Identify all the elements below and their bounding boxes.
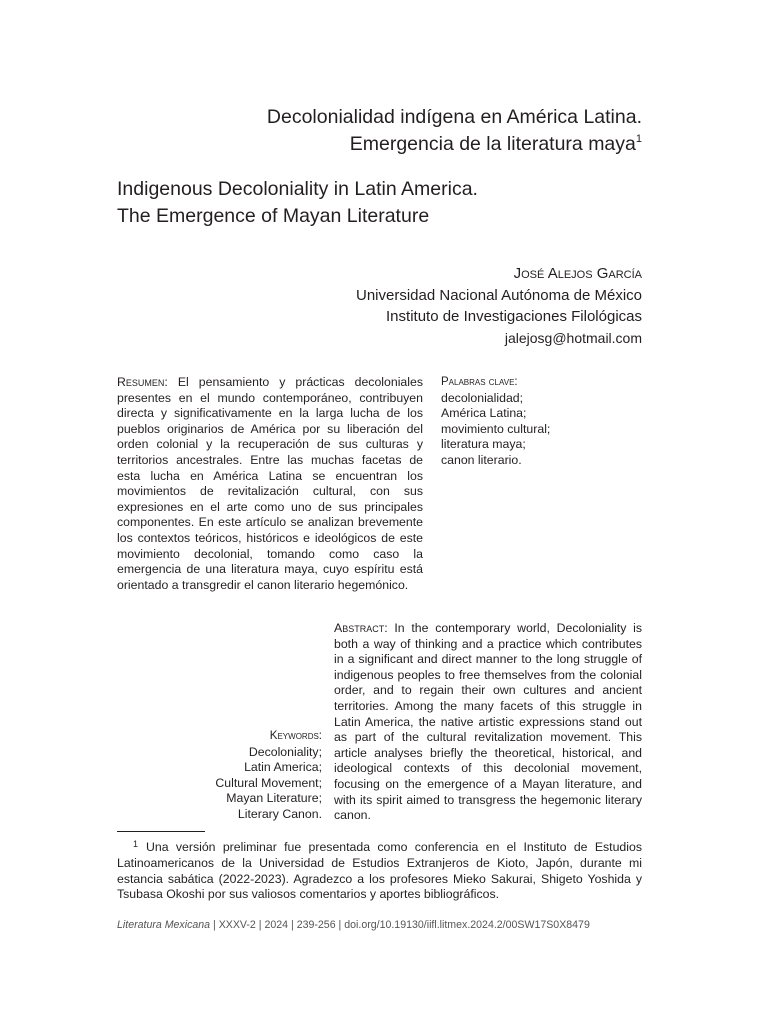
keywords-item: Latin America; (244, 760, 322, 775)
palabras-clave-label: Palabras clave: (441, 376, 518, 388)
keywords-list (92, 729, 322, 823)
palabras-clave-item: literatura maya; (441, 437, 526, 452)
keywords-item: Cultural Movement; (215, 775, 322, 790)
spanish-title (82, 104, 642, 158)
palabras-clave-item: canon literario. (441, 452, 522, 467)
footer-separator: | (291, 919, 297, 931)
keywords-item: Mayan Literature; (226, 791, 322, 806)
english-title (117, 176, 657, 230)
title-footnote-reference[interactable]: 1 (635, 133, 642, 145)
footer-separator: | (338, 919, 345, 931)
footnote (117, 837, 642, 903)
footer-journal: Literatura Mexicana (117, 919, 211, 931)
keywords-item: Literary Canon. (237, 806, 322, 821)
palabras-clave-item: movimiento cultural; (441, 421, 551, 436)
spanish-title-line-2-text: Emergencia de la literatura maya (349, 133, 636, 155)
running-footer (117, 918, 647, 932)
palabras-clave-item: América Latina; (441, 406, 527, 421)
footnote-text: Una versión preliminar fue presentada como conferencia en el Instituto de Estudios Latinoamericanos de la Universidad de Estudios Extranjeros de Kioto, Japón, durante mi estancia sabática (2022-2023). Agradezco a los profesores Mieko Sakurai, Shigeto Yoshida y Tsubasa Okoshi por sus valiosos comentarios y aportes bibliográficos. (117, 840, 642, 902)
english-title-line-1: Indigenous Decoloniality in Latin America. (117, 178, 478, 200)
footer-separator: | (258, 919, 265, 931)
spanish-title-line-2 (82, 131, 642, 158)
footer-separator: | (213, 919, 219, 931)
resumen-paragraph (117, 375, 423, 593)
abstract-label: Abstract (334, 621, 385, 635)
footer-year: 2024 (264, 919, 289, 931)
author-university: Universidad Nacional Autónoma de México (356, 286, 642, 304)
author-name: José Alejos García (513, 265, 642, 282)
author-block (182, 263, 642, 349)
author-email[interactable]: jalejosg@hotmail.com (504, 329, 642, 346)
palabras-clave-item: decolonialidad; (441, 390, 524, 405)
spanish-title-line-1: Decolonialidad indígena en América Latina. (266, 106, 642, 128)
footer-pages: 239-256 (296, 919, 336, 931)
footer-doi[interactable]: doi.org/10.19130/iifl.litmex.2024.2/00SW17S0X8479 (344, 919, 590, 931)
author-institute: Instituto de Investigaciones Filológicas (386, 308, 642, 325)
resumen-text: : El pensamiento y prácticas decoloniales presentes en el mundo contemporáneo, contribuyen directa y significativamente en la larga lucha de los pueblos originarios de América por su liberación del orden colonial y la recuperación de sus culturas y territorios ancestrales. Entre las muchas facetas de esta lucha en América Latina se encuentran los movimientos de revitalización cultural, con sus expresiones en el arte como uno de sus principales componentes. En este artículo se analizan brevemente los contextos teóricos, históricos e ideológicos de este movimiento decolonial, tomando como caso la emergencia de una literatura maya, cuyo espíritu está orientado a transgredir el canon literario hegemónico. (117, 375, 423, 592)
palabras-clave-list (441, 375, 641, 469)
footnote-marker: 1 (133, 839, 139, 849)
footnote-divider (117, 831, 205, 832)
abstract-text: : In the contemporary world, Decoloniality is both a way of thinking and a practice which contributes in a significant and direct manner to the long struggle of indigenous peoples to free themselves from the colonial order, and to regain their own cultures and ancient territories. Among the many facets of this struggle in Latin America, the native artistic expressions stand out as part of the cultural revitalization movement. This article analyses briefly the theoretical, historical, and ideological contexts of this decolonial movement, focusing on the emergence of a Mayan literature, and with its spirit aimed to transgress the hegemonic literary canon. (334, 621, 642, 823)
keywords-label: Keywords: (269, 730, 322, 742)
resumen-label: Resumen (117, 375, 165, 389)
keywords-item: Decoloniality; (248, 744, 322, 759)
abstract-paragraph (334, 621, 642, 824)
english-title-line-2: The Emergence of Mayan Literature (117, 205, 430, 227)
footer-volume: XXXV-2 (218, 919, 256, 931)
